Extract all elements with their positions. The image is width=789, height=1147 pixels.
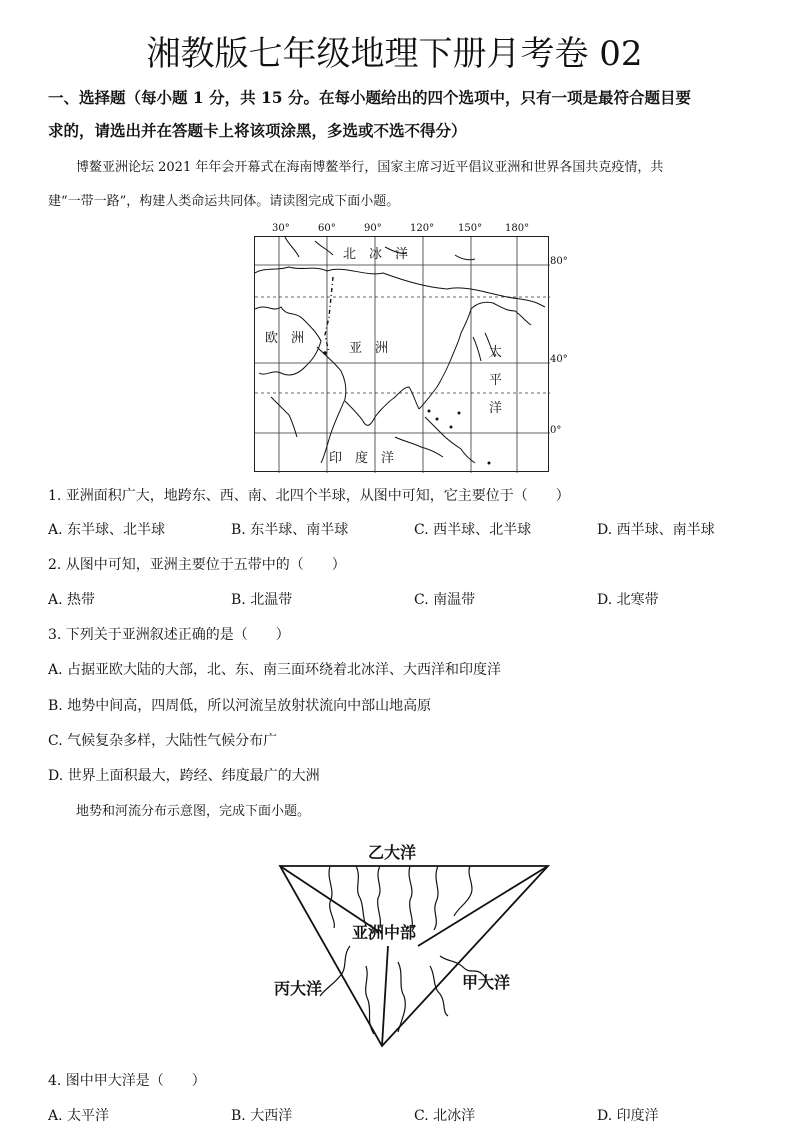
ocean-jia-label: 甲大洋	[462, 973, 511, 992]
question-2-option-c[interactable]: C. 南温带	[414, 592, 476, 608]
lat-tick-80: 80°	[550, 256, 568, 267]
question-3-option-a[interactable]: A. 占据亚欧大陆的大部，北、东、南三面环绕着北冰洋、大西洋和印度洋	[48, 662, 502, 678]
question-2-option-b[interactable]: B. 北温带	[231, 592, 293, 608]
question-1-option-b[interactable]: B. 东半球、南半球	[231, 522, 349, 538]
lat-tick-0: 0°	[550, 425, 562, 436]
lon-tick-180: 180°	[505, 223, 530, 234]
arctic-ocean-label: 北 冰 洋	[343, 247, 409, 262]
question-4-stem: 4. 图中甲大洋是（ ）	[48, 1073, 206, 1089]
pacific-label-3: 洋	[489, 401, 503, 416]
asia-label: 亚 洲	[349, 341, 389, 356]
lon-tick-30: 30°	[272, 223, 290, 234]
intro-paragraph-line1: 博鳌亚洲论坛 2021 年年会开幕式在海南博鳌举行，国家主席习近平倡议亚洲和世界各国共克疫情，共	[76, 160, 664, 175]
question-3-option-b[interactable]: B. 地势中间高，四周低，所以河流呈放射状流向中部山地高原	[48, 698, 432, 714]
lon-tick-60: 60°	[318, 223, 336, 234]
question-3-option-c[interactable]: C. 气候复杂多样，大陆性气候分布广	[48, 733, 278, 749]
page-title: 湘教版七年级地理下册月考卷 02	[146, 34, 643, 74]
asia-map-graphic	[255, 237, 550, 473]
question-4-option-c[interactable]: C. 北冰洋	[414, 1108, 476, 1124]
question-4-option-d[interactable]: D. 印度洋	[597, 1108, 659, 1124]
pacific-label-1: 太	[489, 345, 503, 360]
pacific-label-2: 平	[489, 373, 503, 388]
question-1-option-d[interactable]: D. 西半球、南半球	[597, 522, 715, 538]
question-4-option-a[interactable]: A. 太平洋	[48, 1108, 110, 1124]
question-1-option-c[interactable]: C. 西半球、北半球	[414, 522, 532, 538]
section-heading-line1: 一、选择题（每小题 1 分，共 15 分。在每小题给出的四个选项中，只有一项是最符合题目要	[48, 88, 691, 107]
lon-tick-90: 90°	[364, 223, 382, 234]
question-2-stem: 2. 从图中可知，亚洲主要位于五带中的（ ）	[48, 557, 346, 573]
question-3-option-d[interactable]: D. 世界上面积最大，跨经、纬度最广的大洲	[48, 768, 320, 784]
intro-paragraph-2: 地势和河流分布示意图，完成下面小题。	[76, 804, 311, 819]
lon-tick-120: 120°	[410, 223, 435, 234]
indian-ocean-label: 印 度 洋	[329, 451, 395, 466]
lon-tick-150: 150°	[458, 223, 483, 234]
question-2-option-a[interactable]: A. 热带	[48, 592, 96, 608]
question-1-stem: 1. 亚洲面积广大，地跨东、西、南、北四个半球，从图中可知，它主要位于（ ）	[48, 488, 570, 504]
question-2-option-d[interactable]: D. 北寒带	[597, 592, 659, 608]
europe-label: 欧 洲	[265, 331, 305, 346]
ocean-yi-label: 乙大洋	[368, 843, 417, 862]
ocean-bing-label: 丙大洋	[274, 979, 323, 998]
question-4-option-b[interactable]: B. 大西洋	[231, 1108, 293, 1124]
terrain-river-diagram	[270, 836, 555, 1051]
question-3-stem: 3. 下列关于亚洲叙述正确的是（ ）	[48, 627, 290, 643]
section-heading-line2: 求的，请选出并在答题卡上将该项涂黑，多选或不选不得分）	[48, 121, 467, 140]
question-1-option-a[interactable]: A. 东半球、北半球	[48, 522, 166, 538]
asia-map	[254, 236, 549, 472]
central-asia-label: 亚洲中部	[352, 923, 417, 942]
lat-tick-40: 40°	[550, 354, 568, 365]
intro-paragraph-line2: 建“一带一路”，构建人类命运共同体。请读图完成下面小题。	[48, 194, 400, 209]
terrain-river-graphic	[270, 836, 555, 1051]
